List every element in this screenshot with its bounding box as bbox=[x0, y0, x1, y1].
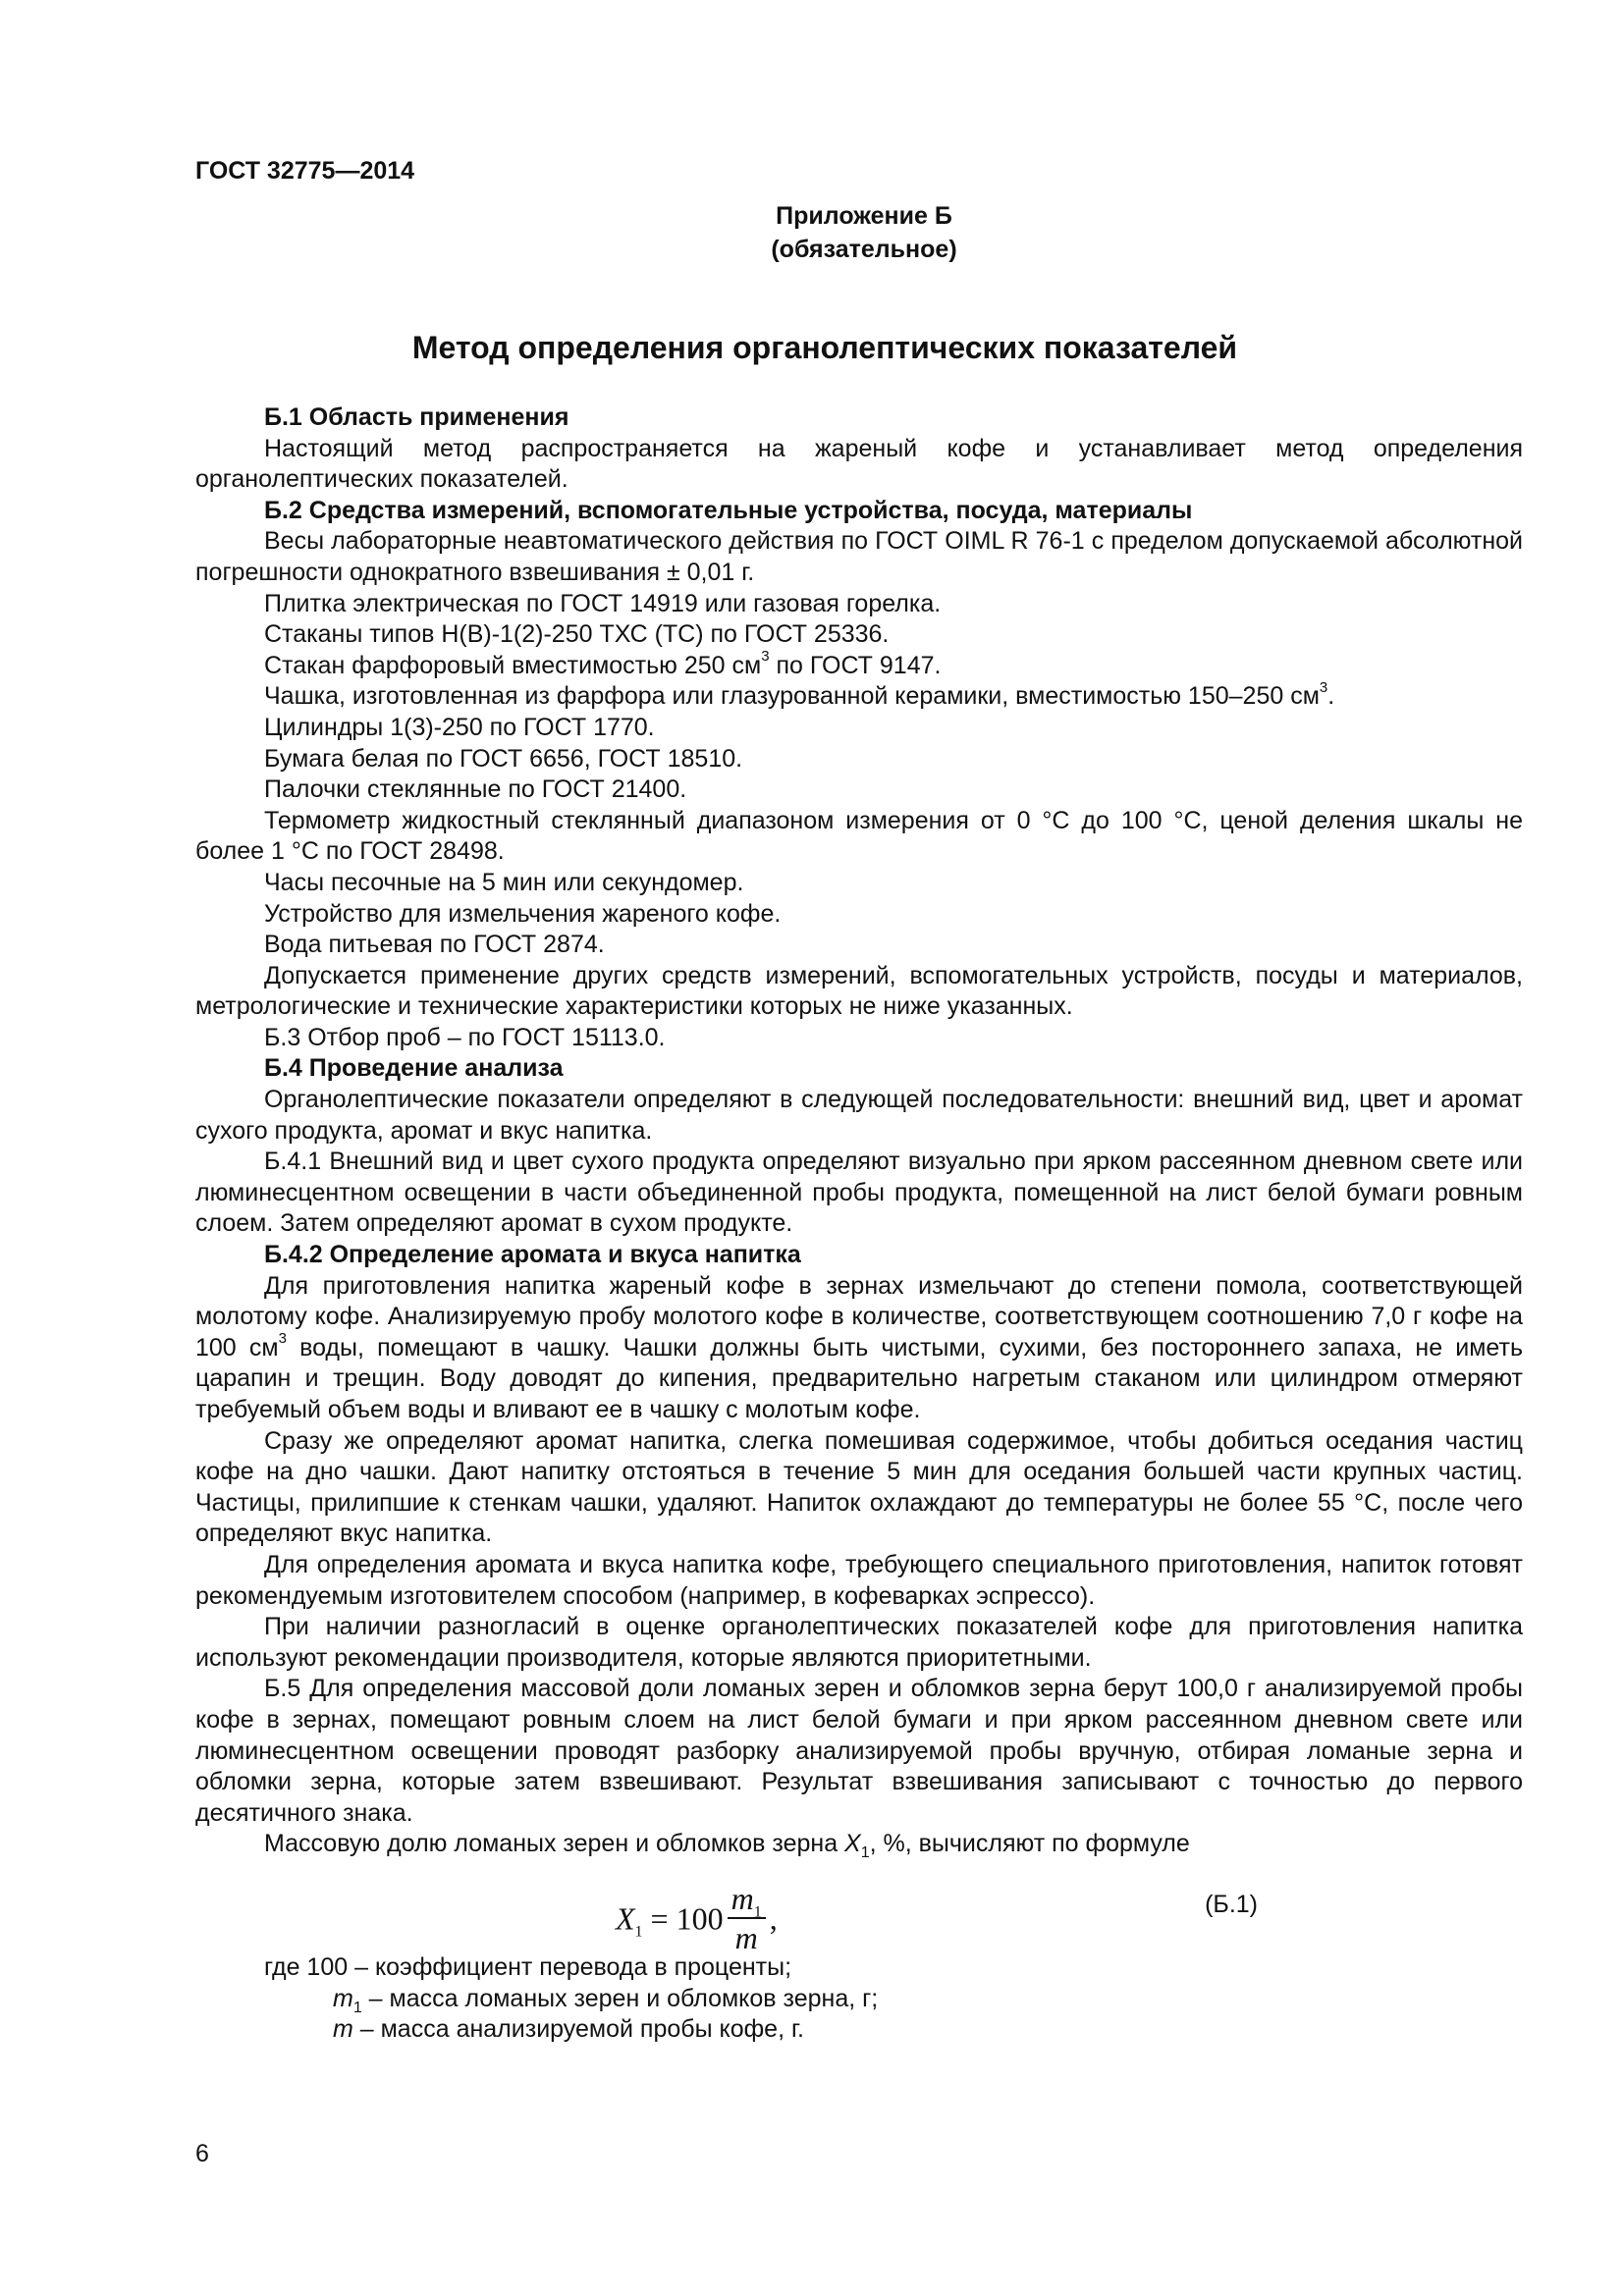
paragraph: Вода питьевая по ГОСТ 2874. bbox=[264, 931, 605, 959]
paragraph: Для приготовления напитка жареный кофе в зернах измельчают до степени помола, соответствующей молотому кофе. Анализируемую пробу молотого кофе в количестве, соответствующем соотношению 7,0 г кофе на 100 $см^3$ воды, помещают в чашку. Чашки должны быть чистыми, сухими, без постороннего запаха, не иметь царапин и трещин. Воду доводят до кипения, предварительно нагретым стаканом или цилиндром отмеряют требуемый объем воды и вливают ее в чашку с молотым кофе. bbox=[195, 1271, 1523, 1423]
paragraph: Плитка электрическая по ГОСТ 14919 или газовая горелка. bbox=[264, 589, 942, 617]
paragraph: Палочки стеклянные по ГОСТ 21400. bbox=[264, 775, 687, 804]
section-heading: Б.2 Средства измерений, вспомогательные устройства, посуда, материалы bbox=[264, 496, 1193, 524]
paragraph: Настоящий метод распространяется на жареный кофе и устанавливает метод определения органолептических показателей. bbox=[195, 434, 1523, 494]
formula-fraction: $\frac{m_1}{m}$ bbox=[728, 1880, 766, 1956]
paragraph: Термометр жидкостный стеклянный диапазоном измерения от 0 °С до 100 °С, ценой деления шкалы не более 1 °С по ГОСТ 28498. bbox=[195, 806, 1523, 866]
paragraph: Массовую долю ломаных зерен и обломков зерна $X_1$, %, вычисляют по формуле bbox=[264, 1830, 1190, 1862]
paragraph: Для определения аромата и вкуса напитка кофе, требующего специального приготовления, напиток готовят рекомендуемым изготовителем способом (например, в кофеварках эспрессо). bbox=[195, 1550, 1523, 1610]
section-heading: Б.1 Область применения bbox=[264, 403, 569, 431]
formula-expression: $X_1 = 100$ $\frac{m_1}{m}$ , bbox=[616, 1880, 778, 1955]
paragraph: Сразу же определяют аромат напитка, слегка помешивая содержимое, чтобы добиться оседания частиц кофе на дно чашки. Дают напитку отстояться в течение 5 мин для оседания большей части крупных частиц. Частицы, прилипшие к стенкам чашки, удаляют. Напиток охлаждают до температуры не более 55 °С, после чего определяют вкус напитка. bbox=[195, 1426, 1523, 1548]
paragraph: Стаканы типов Н(В)-1(2)-250 ТХС (ТС) по ГОСТ 25336. bbox=[264, 620, 890, 649]
annex-status: (обязательное) bbox=[771, 236, 957, 263]
paragraph: Допускается применение других средств измерений, вспомогательных устройств, посуды и материалов, метрологические и технические характеристики которых не ниже указанных. bbox=[195, 961, 1523, 1021]
document-body bbox=[195, 402, 1523, 2046]
page-title: Метод определения органолептических показателей bbox=[411, 330, 1238, 365]
paragraph: Цилиндры 1(3)-250 по ГОСТ 1770. bbox=[264, 713, 655, 741]
document-code: ГОСТ 32775—2014 bbox=[195, 157, 415, 185]
page-number: 6 bbox=[195, 2140, 209, 2167]
formula-number: (Б.1) bbox=[1205, 1890, 1258, 1918]
paragraph: Устройство для измельчения жареного кофе. bbox=[264, 899, 782, 928]
paragraph: Б.4.1 Внешний вид и цвет сухого продукта определяют визуально при ярком рассеянном дневном свете или люминесцентном освещении в части объединенной пробы продукта, помещенной на лист белой бумаги ровным слоем. Затем определяют аромат в сухом продукте. bbox=[195, 1148, 1523, 1238]
paragraph: Бумага белая по ГОСТ 6656, ГОСТ 18510. bbox=[264, 744, 743, 773]
where-line: $m_1$ – масса ломаных зерен и обломков зерна, г; bbox=[333, 1984, 879, 2016]
where-line: m – масса анализируемой пробы кофе, г. bbox=[333, 2015, 804, 2044]
formula-b1 bbox=[195, 1866, 1523, 1955]
annex-title: Приложение Б bbox=[776, 202, 952, 230]
section-heading: Б.4.2 Определение аромата и вкуса напитка bbox=[264, 1241, 801, 1269]
paragraph: Стакан фарфоровый вместимостью 250 $см^3$ по ГОСТ 9147. bbox=[264, 648, 942, 679]
where-line: где 100 – коэффициент перевода в проценты; bbox=[264, 1952, 792, 1981]
section-heading: Б.4 Проведение анализа bbox=[264, 1054, 564, 1083]
paragraph: Чашка, изготовленная из фарфора или глазурованной керамики, вместимостью 150–250 $см^3$. bbox=[264, 679, 1335, 711]
paragraph: Органолептические показатели определяют в следующей последовательности: внешний вид, цвет и аромат сухого продукта, аромат и вкус напитка. bbox=[195, 1086, 1523, 1145]
paragraph: Б.5 Для определения массовой доли ломаных зерен и обломков зерна берут 100,0 г анализируемой пробы кофе в зернах, помещают ровным слоем на лист белой бумаги и при ярком рассеянном дневном свете или люминесцентном освещении проводят разборку анализируемой пробы вручную, отбирая ломаные зерна и обломки зерна, которые затем взвешивают. Результат взвешивания записывают с точностью до первого десятичного знака. bbox=[195, 1675, 1523, 1827]
paragraph: Весы лабораторные неавтоматического действия по ГОСТ OIML R 76-1 с пределом допускаемой абсолютной погрешности однократного взвешивания ± 0,01 г. bbox=[195, 527, 1523, 586]
paragraph: Часы песочные на 5 мин или секундомер. bbox=[264, 868, 744, 896]
paragraph: При наличии разногласий в оценке органолептических показателей кофе для приготовления напитка используют рекомендации производителя, которые являются приоритетными. bbox=[195, 1613, 1523, 1672]
paragraph: Б.3 Отбор проб – по ГОСТ 15113.0. bbox=[264, 1023, 666, 1051]
